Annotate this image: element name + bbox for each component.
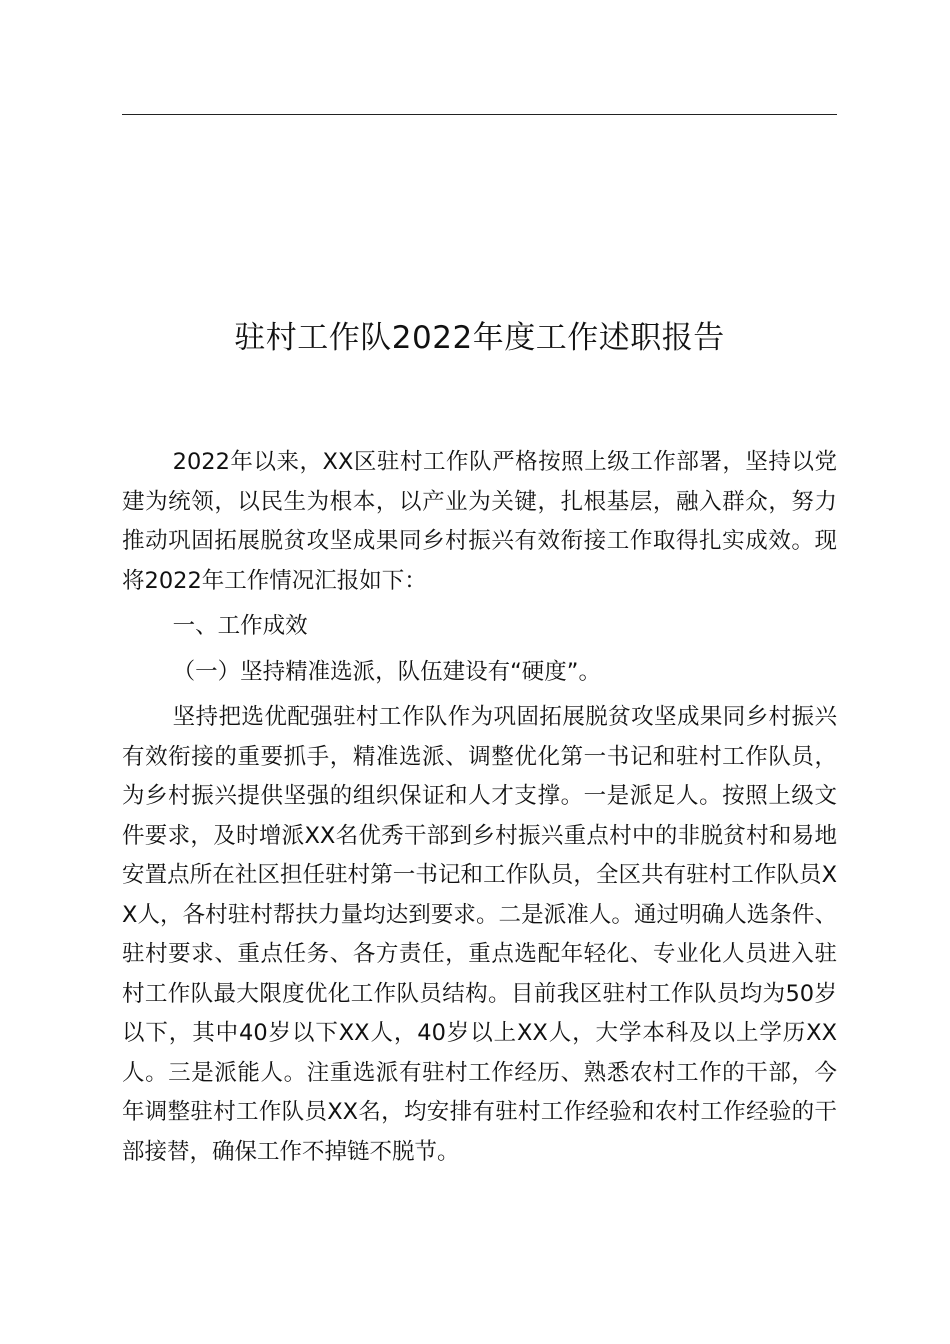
body-paragraph: 坚持把选优配强驻村工作队作为巩固拓展脱贫攻坚成果同乡村振兴有效衔接的重要抓手，精准选派、调整优化第一书记和驻村工作队员，为乡村振兴提供坚强的组织保证和人才支撑。一是派足人。按照上级文件要求，及时增派XX名优秀干部到乡村振兴重点村中的非脱贫村和易地安置点所在社区担任驻村第一书记和工作队员，全区共有驻村工作队员XX人，各村驻村帮扶力量均达到要求。二是派准人。通过明确人选条件、驻村要求、重点任务、各方责任，重点选配年轻化、专业化人员进入驻村工作队最大限度优化工作队员结构。目前我区驻村工作队员均为50岁以下，其中40岁以下XX人，40岁以上XX人，大学本科及以上学历XX人。三是派能人。注重选派有驻村工作经历、熟悉农村工作的干部，今年调整驻村工作队员XX名，均安排有驻村工作经验和农村工作经验的干部接替，确保工作不掉链不脱节。 [122,704,837,1165]
document-title: 驻村工作队2022年度工作述职报告 [234,320,725,356]
subsection-heading: （一）坚持精准选派，队伍建设有“硬度”。 [172,658,601,685]
document-body [122,443,837,1172]
intro-paragraph: 2022年以来，XX区驻村工作队严格按照上级工作部署，坚持以党建为统领，以民生为根本，以产业为关键，扎根基层，融入群众，努力推动巩固拓展脱贫攻坚成果同乡村振兴有效衔接工作取得扎实成效。现将2022年工作情况汇报如下： [122,449,837,594]
section-heading: 一、工作成效 [172,613,308,639]
header-rule [122,114,837,115]
